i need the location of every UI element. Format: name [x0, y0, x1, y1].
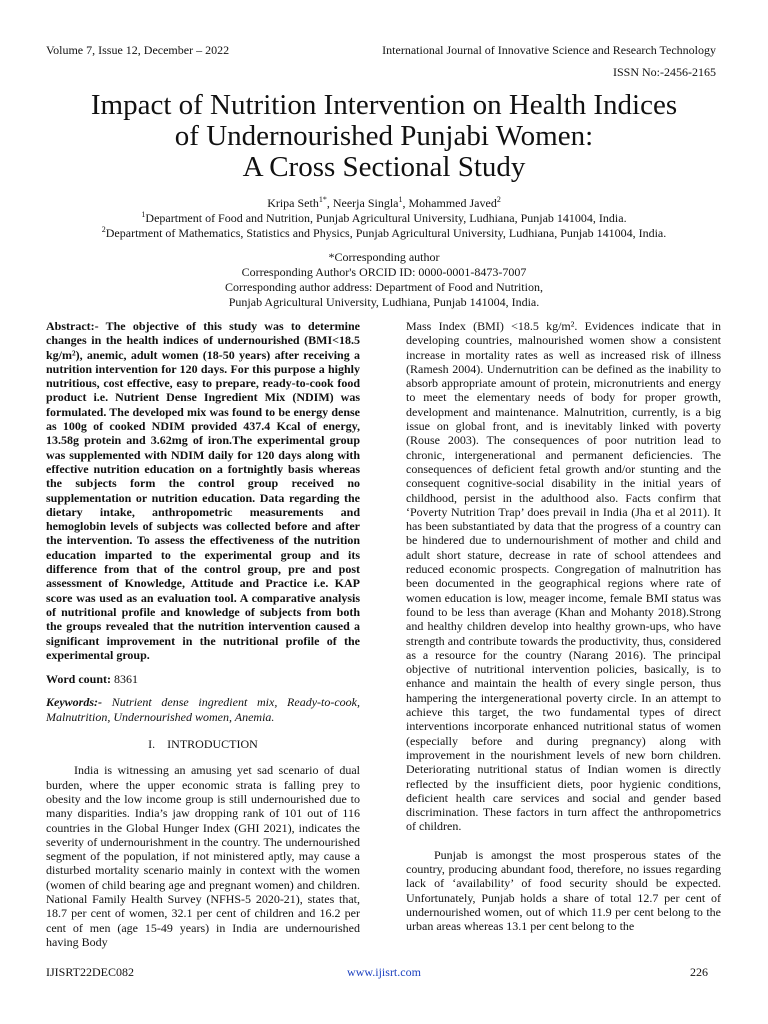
author-3-mark: 2	[496, 195, 501, 204]
affiliation-1	[0, 211, 768, 226]
title-line-3: A Cross Sectional Study	[242, 151, 526, 183]
footer-article-code: IJISRT22DEC082	[46, 965, 134, 979]
intro-paragraph-3: Punjab is amongst the most prosperous states of the country, producing abundant food, therefore, no issues regarding lack of ‘availability’ of food security should be expected. Unfortunately, Punjab holds a share of total 12.7 per cent of undernourished women, out of which 11.9 per cent belong to the urban areas whereas 13.1 per cent belong to the	[406, 847, 721, 934]
author-3: , Mohammed Javed	[402, 196, 497, 210]
author-list	[0, 196, 768, 211]
affiliation-1-mark: 1	[141, 210, 146, 219]
word-count	[46, 672, 360, 686]
affiliation-2-text: Department of Mathematics, Statistics and Physics, Punjab Agricultural University, Ludhiana, Punjab 141004, India.	[105, 226, 667, 240]
section-heading-introduction: I. INTRODUCTION	[148, 737, 258, 752]
keywords	[46, 695, 360, 724]
affiliation-1-text: Department of Food and Nutrition, Punjab Agricultural University, Ludhiana, Punjab 141004, India.	[145, 211, 627, 225]
corresponding-address-2: Punjab Agricultural University, Ludhiana, Punjab 141004, India.	[228, 295, 540, 309]
affiliation-2-mark: 2	[101, 225, 106, 234]
keywords-value: Nutrient dense ingredient mix, Ready-to-cook, Malnutrition, Undernourished women, Anemia.	[46, 695, 360, 724]
author-1: Kripa Seth	[267, 196, 319, 210]
title-line-1: Impact of Nutrition Intervention on Health Indices	[90, 89, 678, 121]
title-line-2: of Undernourished Punjabi Women:	[174, 120, 594, 152]
issn: ISSN No:-2456-2165	[612, 65, 716, 79]
journal-name: International Journal of Innovative Science and Research Technology	[382, 43, 716, 57]
volume-info: Volume 7, Issue 12, December – 2022	[46, 43, 230, 57]
corresponding-address-1: Corresponding author address: Department of Food and Nutrition,	[225, 280, 543, 294]
author-2: , Neerja Singla	[326, 196, 399, 210]
page-number: 226	[690, 965, 708, 979]
right-column	[406, 319, 721, 933]
abstract: Abstract:- The objective of this study was to determine changes in the health indices of undernourished (BMI<18.5 kg/m²), anemic, adult women (18-50 years) after receiving a nutrition intervention for 120 days. For this purpose a highly nutritious, cost effective, easy to prepare, ready-to-cook food product i.e. Nutrient Dense Ingredient Mix (NDIM) was formulated. The developed mix was found to be energy dense as 100g of cooked NDIM provided 437.4 Kcal of energy, 13.58g protein and 3.62mg of iron.The experimental group was supplemented with NDIM daily for 120 days along with effective nutrition education on a fortnightly basis whereas the subjects form the control group received no supplementation or nutrition education. Data regarding the dietary intake, anthropometric measurements and hemoglobin levels of subjects was collected before and after the intervention. To assess the effectiveness of the nutrition education imparted to the experimental group and its difference from that of the control group, pre and post assessment of Knowledge, Attitude and Practice i.e. KAP score was used as an evaluation tool. A comparative analysis of nutritional profile and knowledge of subjects from both the groups revealed that the nutrition intervention caused a significant improvement in the nutritional profile of the experimental group.	[46, 319, 360, 662]
intro-paragraph-2: Mass Index (BMI) <18.5 kg/m². Evidences indicate that in developing countries, malnourished women show a consistent increase in mortality rates as well as increased risk of illness (Ramesh 2004). Undernutrition can be defined as the inability to absorb appropriate amount of protein, micronutrients and energy to meet the elementary needs of body for proper growth, development and maintenance. Malnutrition, currently, is a big issue on global front, and is inevitably linked with poverty (Rouse 2003). The consequences of poor nutrition lead to chronic, intergenerational and permanent deficiencies. The consequences of deficient fetal growth and/or stunting and the consequent cognitive-social disability in the initial years of childhood, persist in the adulthood also. Facts confirm that ‘Poverty Nutrition Trap’ does prevail in India (Jha et al 2011). It has been substantiated by data that the progress of a country can be hindered due to undernourishment of mother and child and adult short stature, decrease in rate of school attendees and reduced economic prospects. Congregation of malnutrition has been documented in the geographical regions where rate of women education is low, meager income, female BMI status was found to be less than average (Khan and Mohanty 2018).Strong and healthy children develop into healthy grown-ups, who have strength and contribute towards the productivity, thus, considered as a resource for the country (Narang 2016). The principal objective of nutritional intervention policies, basically, is to enhance and maintain the health of every single person, thus hampering the intergenerational poverty circle. In an attempt to achieve this target, the two fundamental types of direct interventions incorporate enhanced nutritional status of women (especially before and during pregnancy) along with improvement in the nourishment levels of new born children. Deteriorating nutritional status of Indian women is directly reflected by the insufficient diets, poor hygienic conditions, deficient health care services and social and gender based discrimination. These factors in turn affect the anthropometrics of children.	[406, 319, 721, 834]
keywords-label: Keywords:-	[46, 695, 102, 710]
footer-website-link[interactable]: www.ijisrt.com	[347, 965, 421, 979]
affiliation-2	[0, 226, 768, 241]
author-1-mark: 1*	[318, 195, 327, 204]
intro-paragraph-1: India is witnessing an amusing yet sad scenario of dual burden, where the upper economic strata is falling prey to obesity and the low income group is still undernourished due to many disparities. India’s jaw dropping rank of 101 out of 116 countries in the Global Hunger Index (GHI 2021), indicates the severity of undernourishment in the country. The undernourished segment of the population, if not ministered aptly, may cause a disturbed mortality scenario mainly in context with the women (women of child bearing age and pregnant women) and children. National Family Health Survey (NFHS-5 2020-21), states that, 18.7 per cent of women, 32.1 per cent of children and 16.2 per cent of men (age 15-49 years) in India are undernourished having Body	[46, 763, 360, 949]
corresponding-orcid: Corresponding Author's ORCID ID: 0000-0001-8473-7007	[241, 265, 527, 279]
left-column	[46, 319, 360, 949]
word-count-label: Word count:	[46, 672, 112, 687]
corresponding-author-block	[0, 250, 768, 310]
author-2-mark: 1	[398, 195, 403, 204]
corresponding-label: *Corresponding author	[328, 250, 440, 264]
paper-title	[0, 90, 768, 183]
word-count-value: 8361	[114, 672, 139, 687]
